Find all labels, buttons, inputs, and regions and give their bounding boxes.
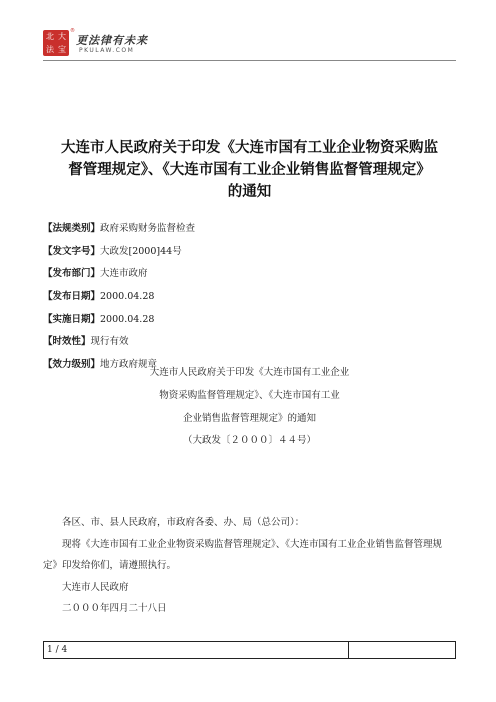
signatory: 大连市人民政府 [62,581,129,593]
meta-row-issuer [43,266,456,289]
meta-label: 【发布部门】 [43,268,101,280]
notice-heading-line: 大连市人民政府关于印发《大连市国有工业企业 [149,367,350,378]
meta-row-publish-date [43,289,456,312]
meta-label: 【实施日期】 [43,313,101,325]
meta-label: 【效力级别】 [43,359,101,371]
logo-char: 北 [46,31,54,41]
meta-value: 地方政府规章 [100,359,158,371]
meta-row-category [43,221,456,244]
notice-body [43,512,456,620]
title-line: 督管理规定》、《大连市国有工业企业销售监督管理规定》 [68,162,431,178]
meta-value: 大连市政府 [100,268,148,280]
meta-value: 大政发[2000]44号 [100,245,182,257]
meta-value: 2000.04.28 [100,291,155,303]
meta-value: 政府采购财务监督检查 [100,223,196,234]
notice-heading-line: 物资采购监督管理规定》、《大连市国有工业 [159,389,340,401]
addressee-paragraph: 各区、市、县人民政府，市政府各委、办、局（总公司）： [62,517,305,528]
logo-char: 大 [58,31,66,41]
meta-value: 现行有效 [90,336,129,348]
pkulaw-logo-seal [43,30,69,56]
brand-slogan: 更法律有未来 [76,34,148,47]
brand-domain: PKULAW.COM [79,47,135,54]
header-divider [43,60,456,61]
content-paragraph: 现将《大连市国有工业企业物资采购监督管理规定》、《大连市国有工业企业销售监督管理规定》印发给你们，请遵照执行。 [43,538,443,571]
meta-label: 【时效性】 [43,336,91,348]
meta-value: 2000.04.28 [100,313,155,325]
logo-char: 宝 [58,44,66,54]
page-footer [43,641,456,659]
meta-row-effective-date [43,312,456,335]
document-number: （大政发〔２０００〕４４号） [182,435,316,447]
meta-row-doc-number [43,244,456,267]
meta-label: 【法规类别】 [43,223,101,234]
meta-row-validity [43,334,456,357]
registered-mark: ® [70,28,75,34]
meta-label: 【发布日期】 [43,291,101,303]
issue-date: 二０００年四月二十八日 [62,603,167,614]
title-line: 的通知 [227,184,272,200]
notice-heading-line: 企业销售监督管理规定》的通知 [182,412,316,424]
title-line: 大连市人民政府关于印发《大连市国有工业企业物资采购监 [61,140,438,156]
logo-char: 法 [46,44,54,54]
page-header [43,30,456,60]
meta-label: 【发文字号】 [43,245,101,257]
notice-heading [43,365,456,456]
metadata-list [43,221,456,380]
page-indicator: 1 / 4 [44,642,349,658]
document-title [43,137,456,203]
footer-blank-cell [349,642,455,658]
